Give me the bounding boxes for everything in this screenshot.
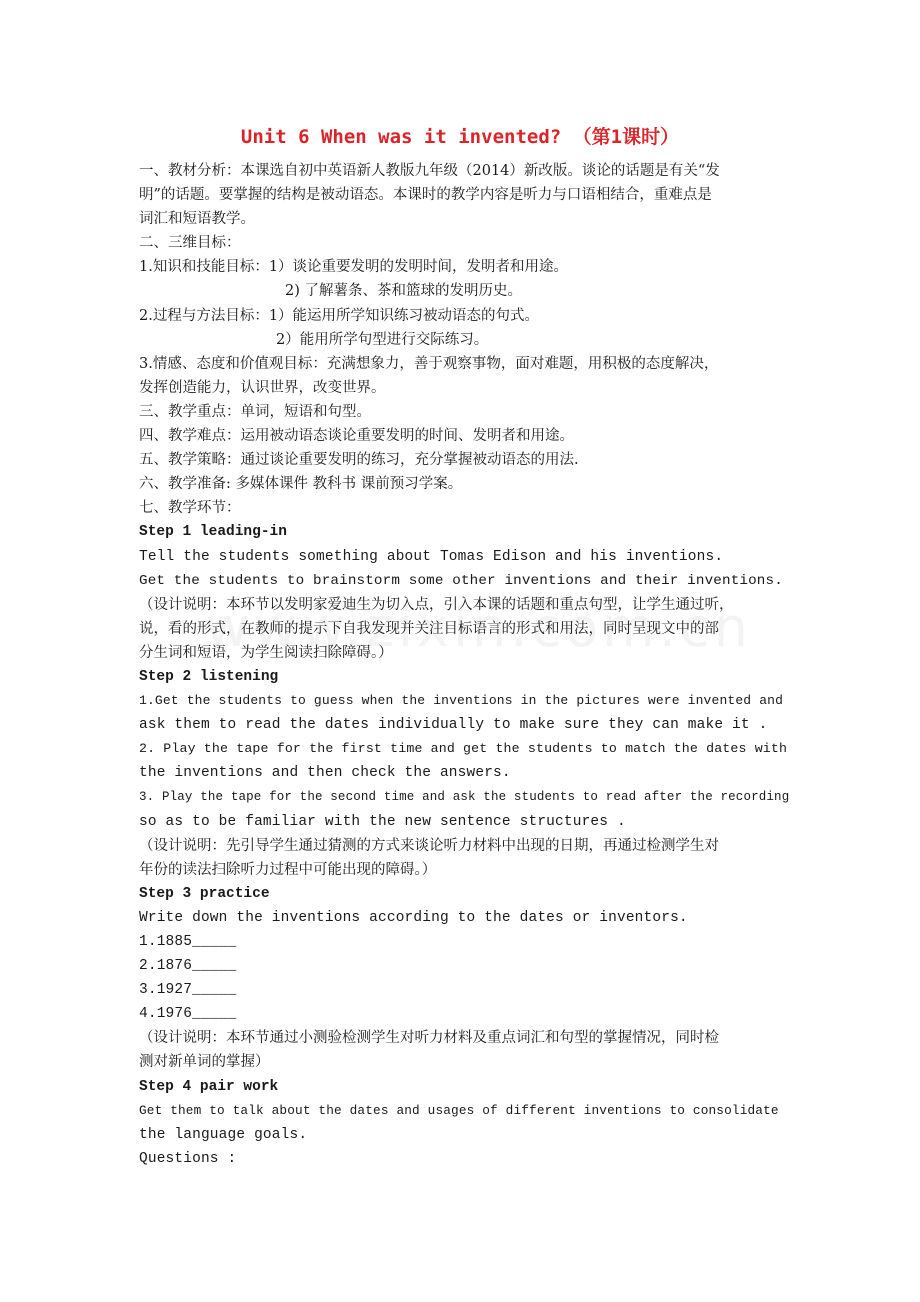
text-line: 3.1927_____ bbox=[139, 982, 237, 999]
text-line: 七、教学环节： bbox=[139, 500, 241, 517]
text-line: 分生词和短语，为学生阅读扫除障碍。） bbox=[139, 644, 393, 661]
step-heading: Step 3 practice bbox=[139, 885, 270, 902]
document-body bbox=[139, 159, 789, 1171]
text-line: 3.情感、态度和价值观目标：充满想象力，善于观察事物，面对难题，用积极的态度解决， bbox=[139, 355, 719, 372]
step-heading: Step 4 pair work bbox=[139, 1078, 279, 1095]
document-title: Unit 6 When was it invented? （第1课时） bbox=[240, 126, 680, 148]
text-line: 测对新单词的掌握） bbox=[139, 1054, 270, 1071]
text-line: 发挥创造能力，认识世界，改变世界。 bbox=[139, 379, 386, 396]
text-line: 说，看的形式，在教师的提示下自我发现并关注目标语言的形式和用法，同时呈现文中的部 bbox=[139, 620, 719, 637]
text-line: 五、教学策略：通过谈论重要发明的练习，充分掌握被动语态的用法. bbox=[139, 452, 579, 469]
text-line: 明”的话题。要掌握的结构是被动语态。本课时的教学内容是听力与口语相结合，重难点是 bbox=[139, 187, 712, 204]
text-line: Write down the inventions according to the dates or inventors. bbox=[139, 909, 688, 926]
text-line: Get the students to brainstorm some other inventions and their inventions. bbox=[139, 572, 783, 589]
text-line: 六、教学准备: 多媒体课件 教科书 课前预习学案。 bbox=[139, 476, 463, 493]
text-line: Get them to talk about the dates and usages of different inventions to consolidate bbox=[139, 1102, 779, 1118]
step-heading: Step 1 leading-in bbox=[139, 524, 287, 541]
text-line: 三、教学重点：单词，短语和句型。 bbox=[139, 403, 371, 420]
text-line: 2）能用所学句型进行交际练习。 bbox=[276, 331, 489, 348]
text-line: 2.1876_____ bbox=[139, 958, 237, 975]
text-line: 二、三维目标： bbox=[139, 235, 241, 252]
text-line: Questions : bbox=[139, 1150, 237, 1167]
text-line: 2. Play the tape for the first time and get the students to match the dates with bbox=[139, 741, 788, 757]
text-line: ask them to read the dates individually to make sure they can make it . bbox=[139, 717, 768, 734]
text-line: the language goals. bbox=[139, 1126, 308, 1143]
text-line: 4.1976_____ bbox=[139, 1006, 237, 1023]
text-line: 2) 了解薯条、茶和篮球的发明历史。 bbox=[285, 283, 522, 300]
text-line: so as to be familiar with the new sentence structures . bbox=[139, 813, 626, 830]
text-line: 1.知识和技能目标：1）谈论重要发明的发明时间，发明者和用途。 bbox=[139, 259, 569, 276]
text-line: （设计说明：本环节以发明家爱迪生为切入点，引入本课的话题和重点句型，让学生通过听， bbox=[139, 596, 734, 613]
text-line: the inventions and then check the answers. bbox=[139, 765, 511, 782]
text-line: 一、教材分析：本课选自初中英语新人教版九年级（2014）新改版。谈论的话题是有关“发 bbox=[139, 163, 720, 179]
text-line: 词汇和短语教学。 bbox=[139, 211, 255, 228]
text-line: 年份的读法扫除听力过程中可能出现的障碍。） bbox=[139, 861, 437, 878]
text-line: （设计说明：先引导学生通过猜测的方式来谈论听力材料中出现的日期，再通过检测学生对 bbox=[139, 837, 719, 854]
text-line: 四、教学难点：运用被动语态谈论重要发明的时间、发明者和用途。 bbox=[139, 428, 574, 445]
text-line: 3. Play the tape for the second time and ask the students to read after the recording bbox=[139, 790, 790, 805]
step-heading: Step 2 listening bbox=[139, 668, 279, 685]
text-line: 1.Get the students to guess when the inventions in the pictures were invented and bbox=[139, 693, 784, 709]
text-line: （设计说明：本环节通过小测验检测学生对听力材料及重点词汇和句型的掌握情况，同时检 bbox=[139, 1030, 719, 1047]
text-line: 2.过程与方法目标：1）能运用所学知识练习被动语态的句式。 bbox=[139, 307, 540, 324]
text-line: Tell the students something about Tomas Edison and his inventions. bbox=[139, 548, 724, 565]
text-line: 1.1885_____ bbox=[139, 934, 237, 950]
